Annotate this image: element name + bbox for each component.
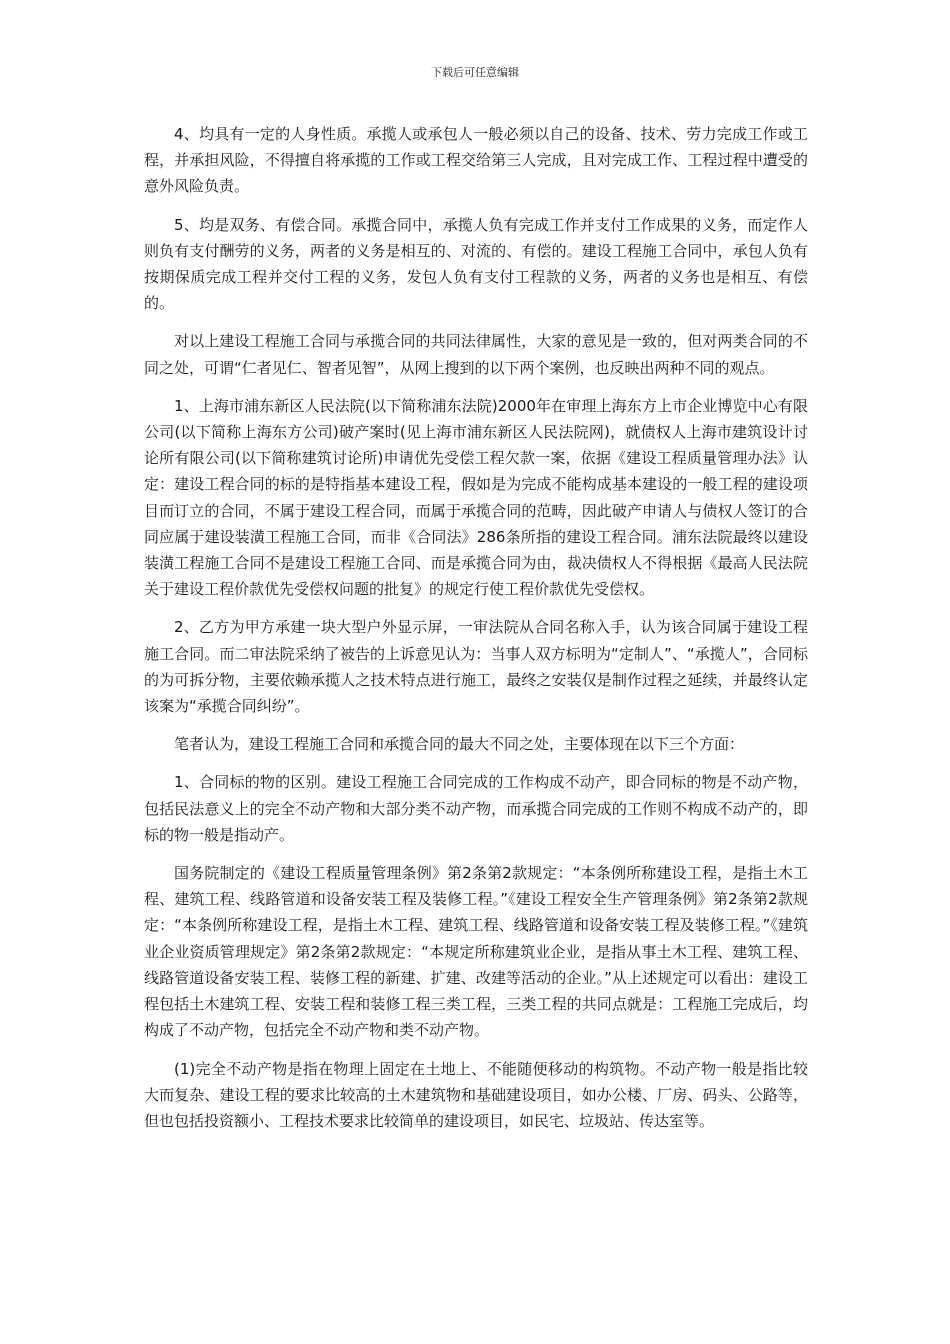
- page-header: 下载后可任意编辑: [431, 66, 519, 79]
- paragraph-2: 5、均是双务、有偿合同。承揽合同中，承揽人负有完成工作并支付工作成果的义务，而定作人则负有支付酬劳的义务，两者的义务是相互的、对流的、有偿的。建设工程施工合同中，承包人负有按期保质完成工程并交付工程的义务，发包人负有支付工程款的义务，两者的义务也是相互、有偿的。: [144, 215, 808, 313]
- document-body: [144, 121, 808, 1146]
- paragraph-4: 1、上海市浦东新区人民法院(以下简称浦东法院)2000年在审理上海东方上市企业博览中心有限公司(以下简称上海东方公司)破产案时(见上海市浦东新区人民法院网)，就债权人上海市建筑设计讨论所有限公司(以下简称建筑讨论所)申请优先受偿工程欠款一案，依据《建设工程质量管理办法》认定：建设工程合同的标的是特指基本建设工程，假如是为完成不能构成基本建设的一般工程的建设项目而订立的合同，不属于建设工程合同，而属于承揽合同的范畴，因此破产申请人与债权人签订的合同应属于建设装潢工程施工合同，而非《合同法》286条所指的建设工程合同。浦东法院最终以建设装潢工程施工合同不是建设工程施工合同、而是承揽合同为由，裁决债权人不得根据《最高人民法院关于建设工程价款优先受偿权问题的批复》的规定行使工程价款优先受偿权。: [144, 396, 808, 599]
- paragraph-8: 国务院制定的《建设工程质量管理条例》第2条第2款规定：“本条例所称建设工程，是指土木工程、建筑工程、线路管道和设备安装工程及装修工程。”《建设工程安全生产管理条例》第2条第2款规定：“本条例所称建设工程，是指土木工程、建筑工程、线路管道和设备安装工程及装修工程。”《建筑业企业资质管理规定》第2条第2款规定：“本规定所称建筑业企业，是指从事土木工程、建筑工程、线路管道设备安装工程、装修工程的新建、扩建、改建等活动的企业。”从上述规定可以看出：建设工程包括土木建筑工程、安装工程和装修工程三类工程，三类工程的共同点就是：工程施工完成后，均构成了不动产物，包括完全不动产物和类不动产物。: [144, 864, 808, 1040]
- paragraph-5: 2、乙方为甲方承建一块大型户外显示屏，一审法院从合同名称入手，认为该合同属于建设工程施工合同。而二审法院采纳了被告的上诉意见认为：当事人双方标明为“定制人”、“承揽人”，合同标的为可拆分物，主要依赖承揽人之技术特点进行施工，最终之安装仅是制作过程之延续，并最终认定该案为“承揽合同纠纷”。: [144, 618, 808, 716]
- paragraph-7: 1、合同标的物的区别。建设工程施工合同完成的工作构成不动产，即合同标的物是不动产物，包括民法意义上的完全不动产物和大部分类不动产物，而承揽合同完成的工作则不构成不动产的，即标的物一般是指动产。: [144, 773, 808, 844]
- paragraph-6: 笔者认为，建设工程施工合同和承揽合同的最大不同之处，主要体现在以下三个方面：: [174, 735, 745, 754]
- paragraph-3: 对以上建设工程施工合同与承揽合同的共同法律属性，大家的意见是一致的，但对两类合同的不同之处，可谓“仁者见仁、智者见智”，从网上搜到的以下两个案例，也反映出两种不同的观点。: [144, 332, 808, 377]
- paragraph-9: (1)完全不动产物是指在物理上固定在土地上、不能随便移动的构筑物。不动产物一般是指比较大而复杂、建设工程的要求比较高的土木建筑物和基础建设项目，如办公楼、厂房、码头、公路等，但也包括投资额小、工程技术要求比较简单的建设项目，如民宅、垃圾站、传达室等。: [144, 1059, 808, 1130]
- paragraph-1: 4、均具有一定的人身性质。承揽人或承包人一般必须以自己的设备、技术、劳力完成工作或工程，并承担风险，不得擅自将承揽的工作或工程交给第三人完成，且对完成工作、工程过程中遭受的意外风险负责。: [144, 125, 808, 196]
